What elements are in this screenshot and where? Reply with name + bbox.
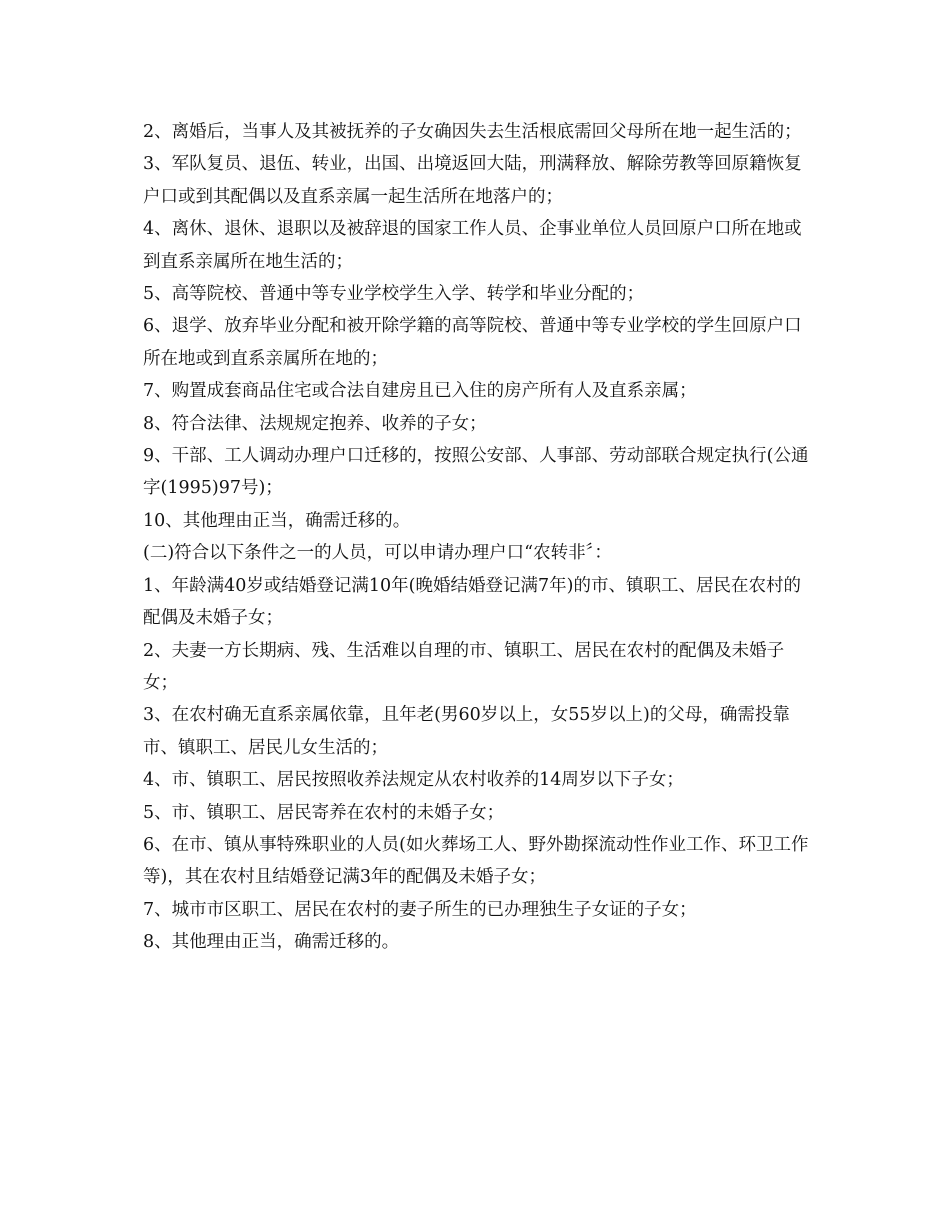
paragraph-only-child: 7、城市市区职工、居民在农村的妻子所生的已办理独生子女证的子女； — [143, 899, 697, 920]
paragraph-property-owner: 7、购置成套商品住宅或合法自建房且已入住的房产所有人及直系亲属； — [143, 381, 697, 402]
paragraph-special-occupation: 6、在市、镇从事特殊职业的人员(如火葬场工人、野外勘探流动性作业工作、环卫工作等)，其在农村且结婚登记满3年的配偶及未婚子女； — [143, 834, 809, 888]
paragraph-illness-disability: 2、夫妻一方长期病、残、生活难以自理的市、镇职工、居民在农村的配偶及未婚子女； — [143, 640, 785, 693]
paragraph-student-enrollment: 5、高等院校、普通中等专业学校学生入学、转学和毕业分配的； — [143, 284, 645, 305]
paragraph-job-transfer: 9、干部、工人调动办理户口迁移的，按照公安部、人事部、劳动部联合规定执行(公通字(1995)97号)； — [143, 446, 809, 499]
paragraph-divorce-return: 2、离婚后，当事人及其被抚养的子女确因失去生活根底需回父母所在地一起生活的； — [143, 122, 802, 142]
section-heading-nongzhuanfei: (二)符合以下条件之一的人员，可以申请办理户口“农转非〞： — [143, 543, 612, 564]
paragraph-retirement-return: 4、离休、退休、退职以及被辞退的国家工作人员、企事业单位人员回原户口所在地或到直系亲属所在地生活的； — [143, 219, 802, 272]
paragraph-age-marriage: 1、年龄满40岁或结婚登记满10年(晚婚结婚登记满7年)的市、镇职工、居民在农村的配偶及未婚子女； — [143, 575, 801, 629]
paragraph-military-return: 3、军队复员、退伍、转业，出国、出境返回大陆，刑满释放、解除劳教等回原籍恢复户口或到其配偶以及直系亲属一起生活所在地落户的； — [143, 154, 802, 207]
paragraph-fostered-children: 5、市、镇职工、居民寄养在农村的未婚子女； — [143, 802, 505, 823]
paragraph-other-reasons-2: 8、其他理由正当，确需迁移的。 — [143, 932, 400, 953]
document-body — [143, 116, 809, 959]
paragraph-adopted-children: 4、市、镇职工、居民按照收养法规定从农村收养的14周岁以下子女； — [143, 770, 684, 791]
paragraph-elderly-parents: 3、在农村确无直系亲属依靠，且年老(男60岁以上，女55岁以上)的父母，确需投靠市、镇职工、居民儿女生活的； — [143, 705, 790, 758]
paragraph-other-reasons: 10、其他理由正当，确需迁移的。 — [143, 510, 411, 531]
paragraph-student-withdrawal: 6、退学、放弃毕业分配和被开除学籍的高等院校、普通中等专业学校的学生回原户口所在地或到直系亲属所在地的； — [143, 316, 802, 369]
paragraph-adoption: 8、符合法律、法规规定抱养、收养的子女； — [143, 413, 487, 434]
